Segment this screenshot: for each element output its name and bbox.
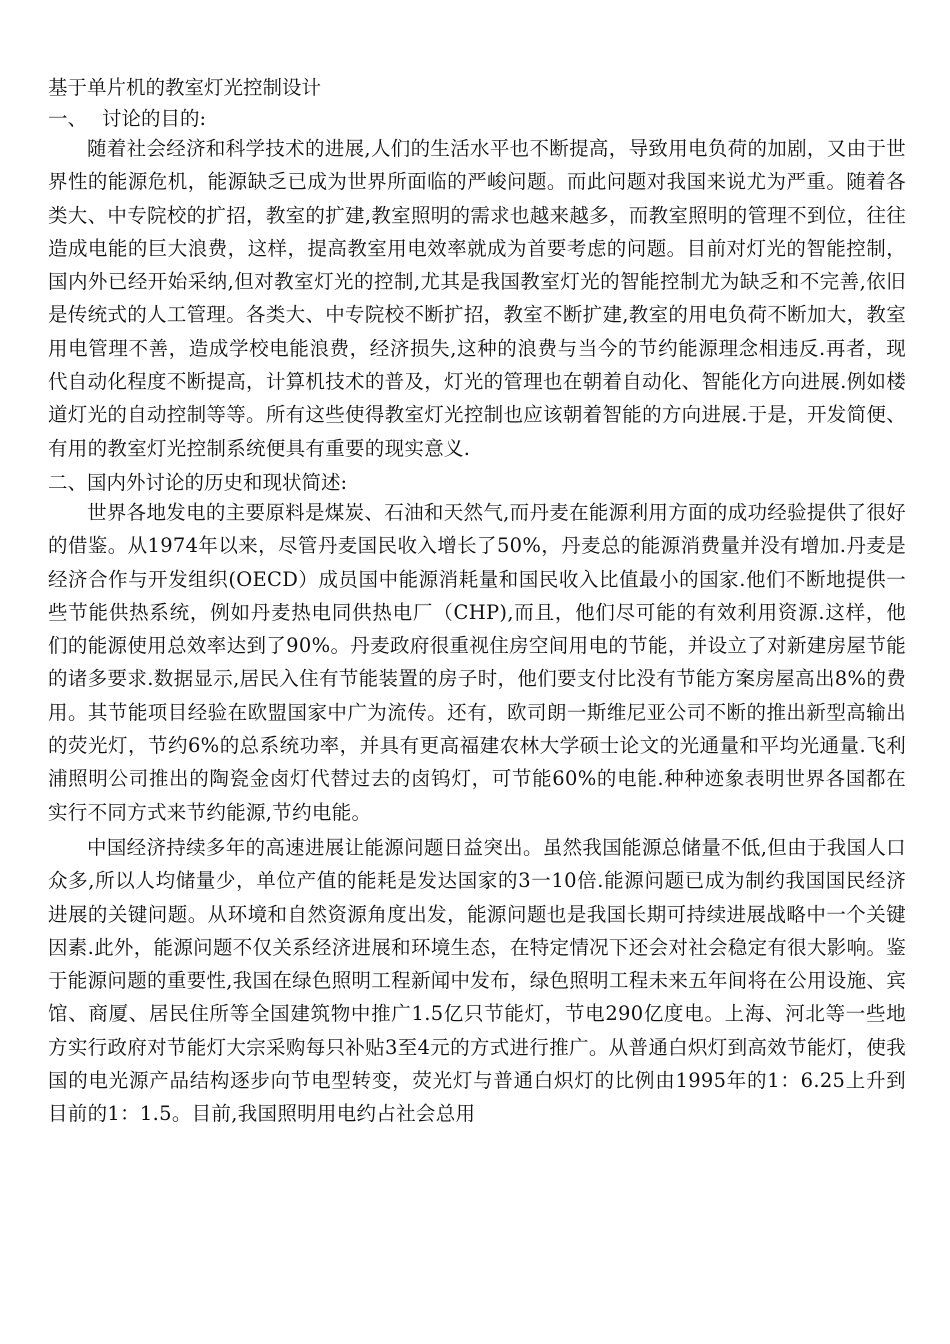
document-page [48,74,906,1131]
section-1-heading [48,105,906,132]
section-2-heading: 二、国内外讨论的历史和现状简述: [48,470,348,494]
section-2-paragraph-1: 世界各地发电的主要原料是煤炭、石油和天然气,而丹麦在能源利用方面的成功经验提供了很好的借鉴。从1974年以来，尽管丹麦国民收入增长了50%，丹麦总的能源消费量并没有增加.丹麦是经济合作与开发组织(OECD）成员国中能源消耗量和国民收入比值最小的国家.他们不断地提供一些节能供热系统，例如丹麦热电同供热电厂（CHP),而且，他们尽可能的有效利用资源.这样，他们的能源使用总效率达到了90%。丹麦政府很重视住房空间用电的节能，并设立了对新建房屋节能的诸多要求.数据显示,居民入住有节能装置的房子时，他们要支付比没有节能方案房屋高出8%的费用。其节能项目经验在欧盟国家中广为流传。还有，欧司朗一斯维尼亚公司不断的推出新型高输出的荧光灯，节约6%的总系统功率，并具有更高福建农林大学硕士论文的光通量和平均光通量.飞利浦照明公司推出的陶瓷金卤灯代替过去的卤钨灯，可节能60%的电能.种种迹象表明世界各国都在实行不同方式来节约能源,节约电能。 [48,500,906,824]
section-1-paragraph: 随着社会经济和科学技术的进展,人们的生活水平也不断提高，导致用电负荷的加剧，又由于世界性的能源危机，能源缺乏已成为世界所面临的严峻问题。而此问题对我国来说尤为严重。随着各类大、中专院校的扩招，教室的扩建,教室照明的需求也越来越多，而教室照明的管理不到位，往往造成电能的巨大浪费，这样，提高教室用电效率就成为首要考虑的问题。目前对灯光的智能控制，国内外已经开始采纳,但对教室灯光的控制,尤其是我国教室灯光的智能控制尤为缺乏和不完善,依旧是传统式的人工管理。各类大、中专院校不断扩招，教室不断扩建,教室的用电负荷不断加大，教室用电管理不善，造成学校电能浪费，经济损失,这种的浪费与当今的节约能源理念相违反.再者，现代自动化程度不断提高，计算机技术的普及，灯光的管理也在朝着自动化、智能化方向进展.例如楼道灯光的自动控制等等。所有这些使得教室灯光控制也应该朝着智能的方向进展.于是，开发简便、有用的教室灯光控制系统便具有重要的现实意义. [48,137,906,460]
document-title: 基于单片机的教室灯光控制设计 [48,76,322,99]
section-2-paragraph-2: 中国经济持续多年的高速进展让能源问题日益突出。虽然我国能源总储量不低,但由于我国人口众多,所以人均储量少，单位产值的能耗是发达国家的3一10倍.能源问题已成为制约我国国民经济进展的关键问题。从环境和自然资源角度出发，能源问题也是我国长期可持续进展战略中一个关键因素.此外，能源问题不仅关系经济进展和环境生态，在特定情况下还会对社会稳定有很大影响。鉴于能源问题的重要性,我国在绿色照明工程新闻中发布，绿色照明工程未来五年间将在公用设施、宾馆、商厦、居民住所等全国建筑物中推广1.5亿只节能灯，节电290亿度电。上海、河北等一些地方实行政府对节能灯大宗采购每只补贴3至4元的方式进行推广。从普通白炽灯到高效节能灯，使我国的电光源产品结构逐步向节电型转变，荧光灯与普通白炽灯的比例由1995年的1：6.25上升到目前的1：1.5。目前,我国照明用电约占社会总用 [48,835,906,1126]
section-1-number: 一、 [48,107,88,130]
section-1-heading-text: 讨论的目的: [102,107,207,130]
